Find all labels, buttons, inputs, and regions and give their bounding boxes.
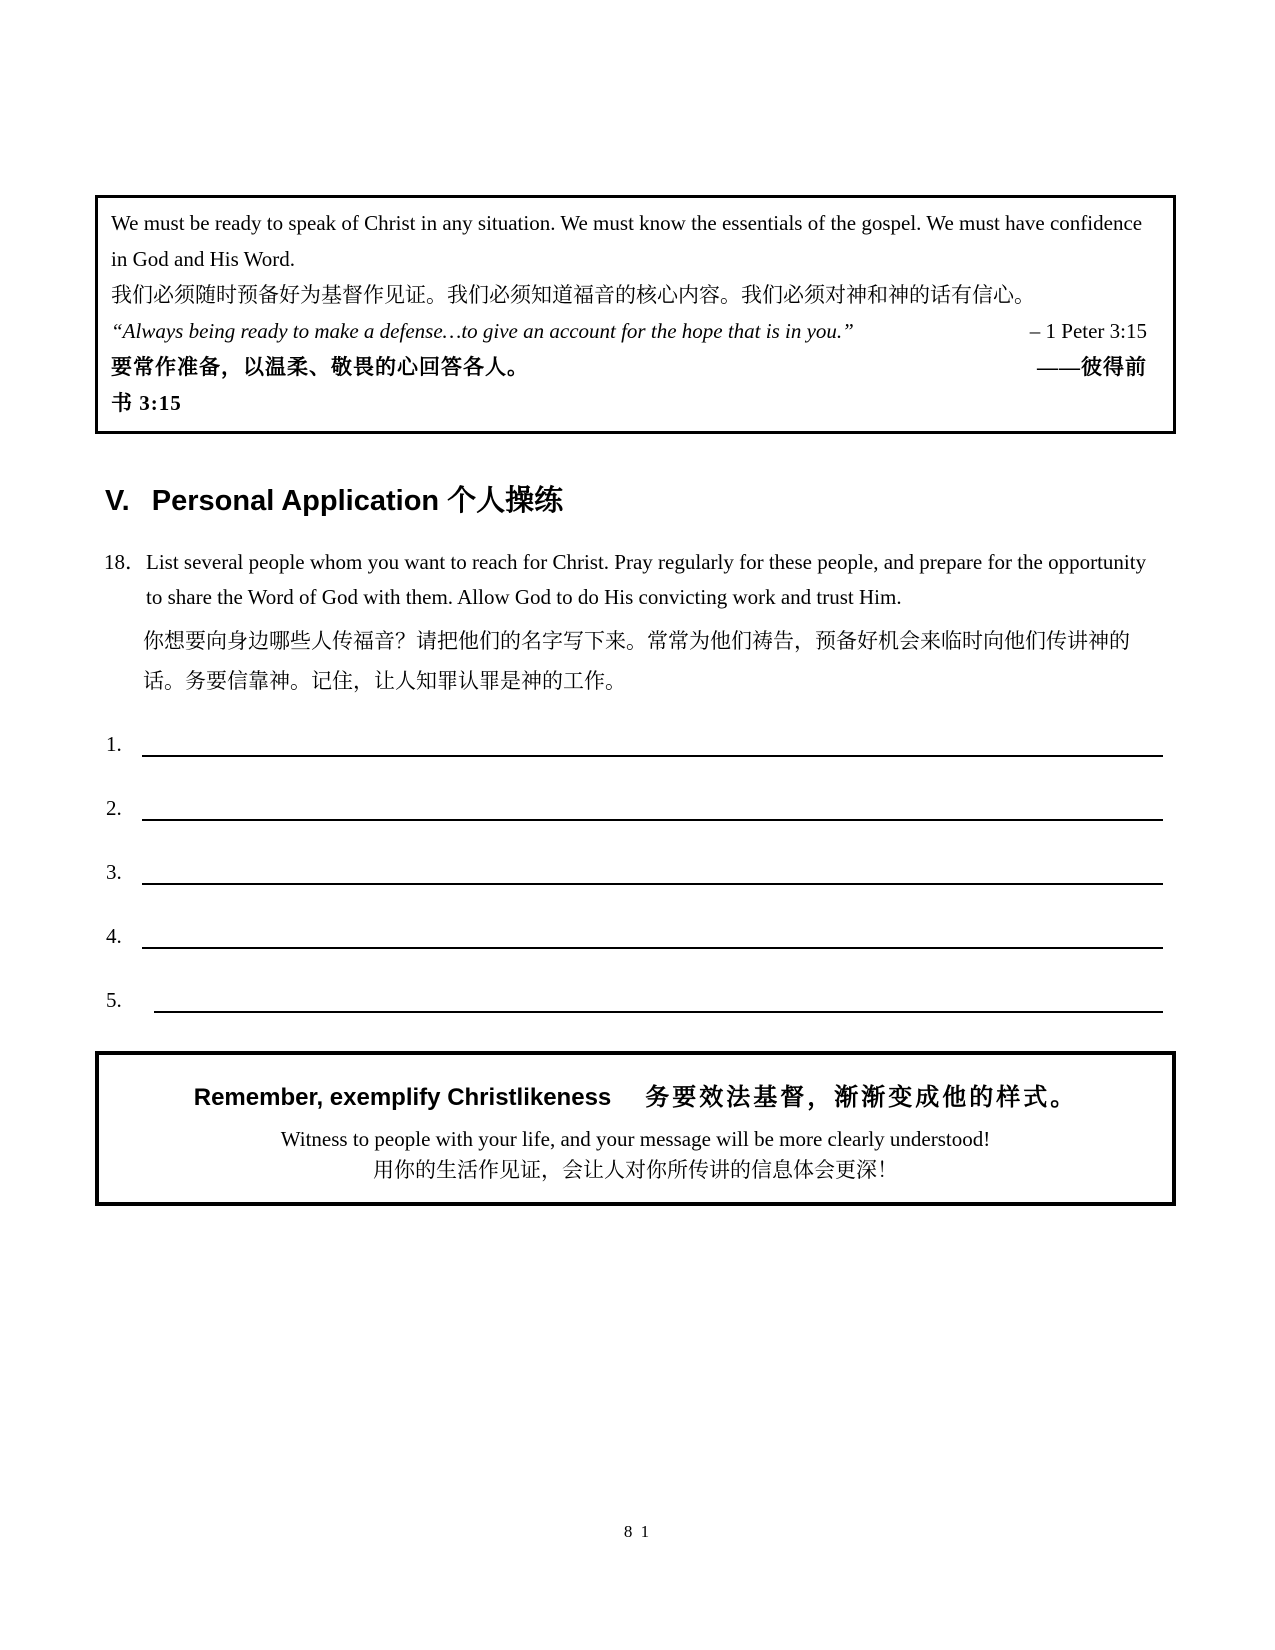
answer-row-1 [95, 731, 1176, 757]
answer-number-3: 3. [106, 860, 122, 884]
section-heading [105, 478, 1176, 519]
section-title-en: Personal Application [151, 485, 440, 517]
reminder-title [109, 1077, 1162, 1112]
answer-number-1: 1. [106, 732, 122, 756]
scripture-quote-en-row [111, 313, 1159, 349]
answer-blank-1[interactable] [142, 733, 1163, 757]
page-content [95, 0, 1176, 1206]
answer-row-4 [95, 923, 1176, 949]
question-text-en: List several people whom you want to reach for Christ. Pray regularly for these people, and prepare for the opportunity to share the Word of God with them. Allow God to do His convicting work and trust Him. [146, 550, 1147, 609]
intro-paragraph-en: We must be ready to speak of Christ in any situation. We must know the essentials of the gospel. We must have confidence in God and His Word. [111, 211, 1143, 271]
answer-number-2: 2. [106, 796, 122, 820]
answer-blank-2[interactable] [142, 797, 1163, 821]
scripture-quote-zh: 要常作准备，以温柔、敬畏的心回答各人。 [111, 355, 529, 379]
section-numeral: V. [105, 485, 130, 517]
answer-number-5: 5. [106, 988, 122, 1012]
scripture-reference-en: – 1 Peter 3:15 [1029, 319, 1147, 343]
question-18-english-row [95, 545, 1176, 615]
answer-row-3 [95, 859, 1176, 885]
answer-row-2 [95, 795, 1176, 821]
intro-paragraph-zh: 我们必须随时预备好为基督作见证。我们必须知道福音的核心内容。我们必须对神和神的话有信心。 [111, 283, 1035, 307]
reminder-title-en: Remember, exemplify Christlikeness [193, 1084, 612, 1111]
question-text-zh: 你想要向身边哪些人传福音？请把他们的名字写下来。常常为他们祷告，预备好机会来临时向他们传讲神的话。务要信靠神。记住，让人知罪认罪是神的工作。 [143, 629, 1130, 693]
answer-row-5 [95, 987, 1176, 1013]
answer-blank-5[interactable] [154, 989, 1163, 1013]
scripture-quote-zh-row [111, 349, 1159, 385]
scripture-intro-box [95, 195, 1176, 434]
reminder-box [95, 1051, 1176, 1206]
section-title-zh: 个人操练 [447, 485, 564, 517]
question-number: 18． [104, 550, 146, 574]
question-18 [95, 545, 1176, 701]
reminder-title-zh: 务要效法基督，渐渐变成他的样式。 [645, 1085, 1078, 1111]
reminder-line-zh: 用你的生活作见证，会让人对你所传讲的信息体会更深！ [373, 1158, 898, 1182]
reminder-line-en: Witness to people with your life, and your message will be more clearly understood! [280, 1127, 991, 1151]
answer-blank-3[interactable] [142, 861, 1163, 885]
answer-blank-4[interactable] [142, 925, 1163, 949]
answer-number-4: 4. [106, 924, 122, 948]
page-number: 8 1 [623, 1522, 652, 1541]
answer-blanks [95, 731, 1176, 1013]
scripture-reference-zh-wrap: 书 3:15 [111, 391, 182, 415]
scripture-quote-en: “Always being ready to make a defense…to give an account for the hope that is in you.” [111, 319, 854, 343]
scripture-reference-zh: ——彼得前 [1037, 355, 1147, 379]
